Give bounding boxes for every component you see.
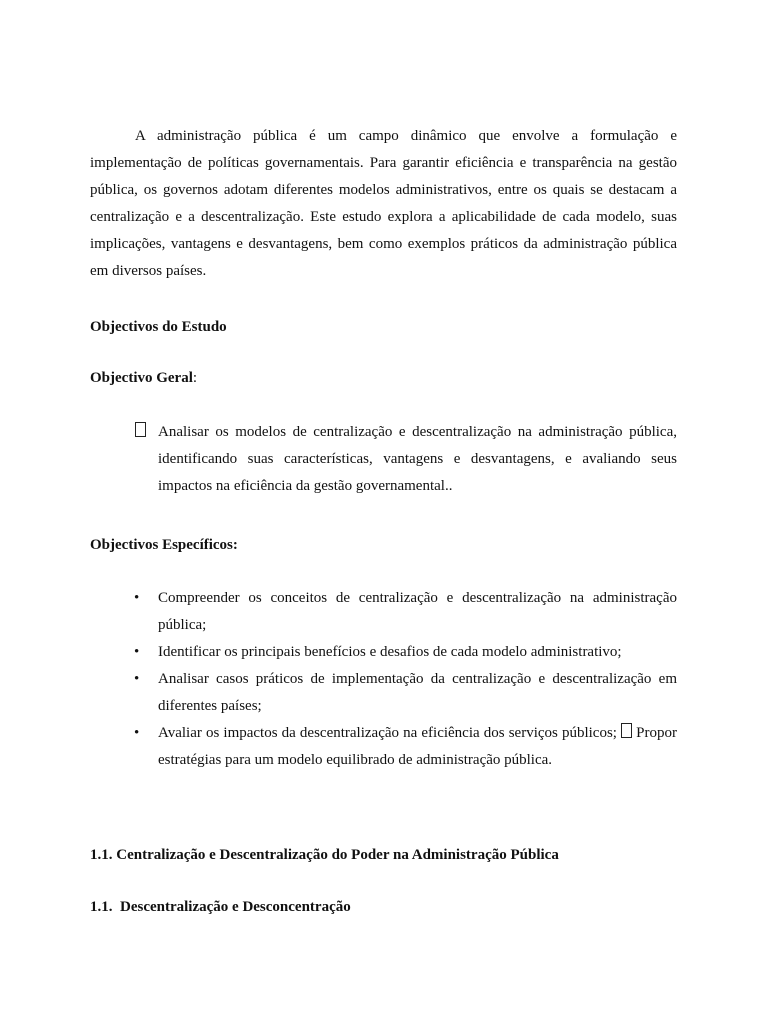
- section-heading-1-1-sub: 1.1. Descentralização e Desconcentração: [90, 899, 351, 915]
- bullet-icon: •: [134, 644, 140, 660]
- missing-glyph-icon: [135, 419, 146, 446]
- section-heading-1-1: 1.1. Centralização e Descentralização do Poder na Administração Pública: [90, 847, 559, 863]
- specific-objectives-list: [134, 585, 678, 774]
- list-item: [134, 639, 677, 666]
- general-objective-body: Analisar os modelos de centralização e descentralização na administração pública, identificando suas características, vantagens e desvantagens, e avaliando seus impactos na eficiência da gestão governamental..: [158, 424, 677, 494]
- general-objective-heading-label: Objectivo Geral: [90, 370, 193, 386]
- list-item: [134, 720, 678, 774]
- list-item-text: Analisar casos práticos de implementação da centralização e descentralização em diferentes países;: [158, 671, 677, 714]
- list-item-text: Identificar os principais benefícios e desafios de cada modelo administrativo;: [158, 644, 622, 660]
- bullet-icon: •: [134, 590, 140, 606]
- general-objective-heading: [90, 368, 197, 388]
- list-item: [134, 666, 677, 720]
- objectives-heading: Objectivos do Estudo: [90, 319, 227, 335]
- general-objective-heading-colon: :: [192, 370, 198, 386]
- list-item-text: Avaliar os impactos da descentralização na eficiência dos serviços públicos;: [158, 725, 617, 741]
- bullet-icon: •: [134, 671, 140, 687]
- list-item-text: Compreender os conceitos de centralização e descentralização na administração pública;: [158, 590, 677, 633]
- intro-paragraph: A administração pública é um campo dinâmico que envolve a formulação e implementação de políticas governamentais. Para garantir eficiência e transparência na gestão pública, os governos adotam diferentes modelos administrativos, entre os quais se destacam a centralização e a descentralização. Este estudo explora a aplicabilidade de cada modelo, suas implicações, vantagens e desvantagens, bem como exemplos práticos da administração pública em diversos países.: [90, 128, 677, 279]
- list-item: [134, 585, 677, 639]
- missing-glyph-icon: [621, 725, 632, 741]
- list-item-text-continued: Propor estratégias para um modelo equilibrado de administração pública.: [158, 725, 678, 768]
- bullet-icon: •: [134, 725, 140, 741]
- specific-objectives-heading: Objectivos Específicos:: [90, 537, 238, 553]
- general-objective-text: [158, 419, 677, 500]
